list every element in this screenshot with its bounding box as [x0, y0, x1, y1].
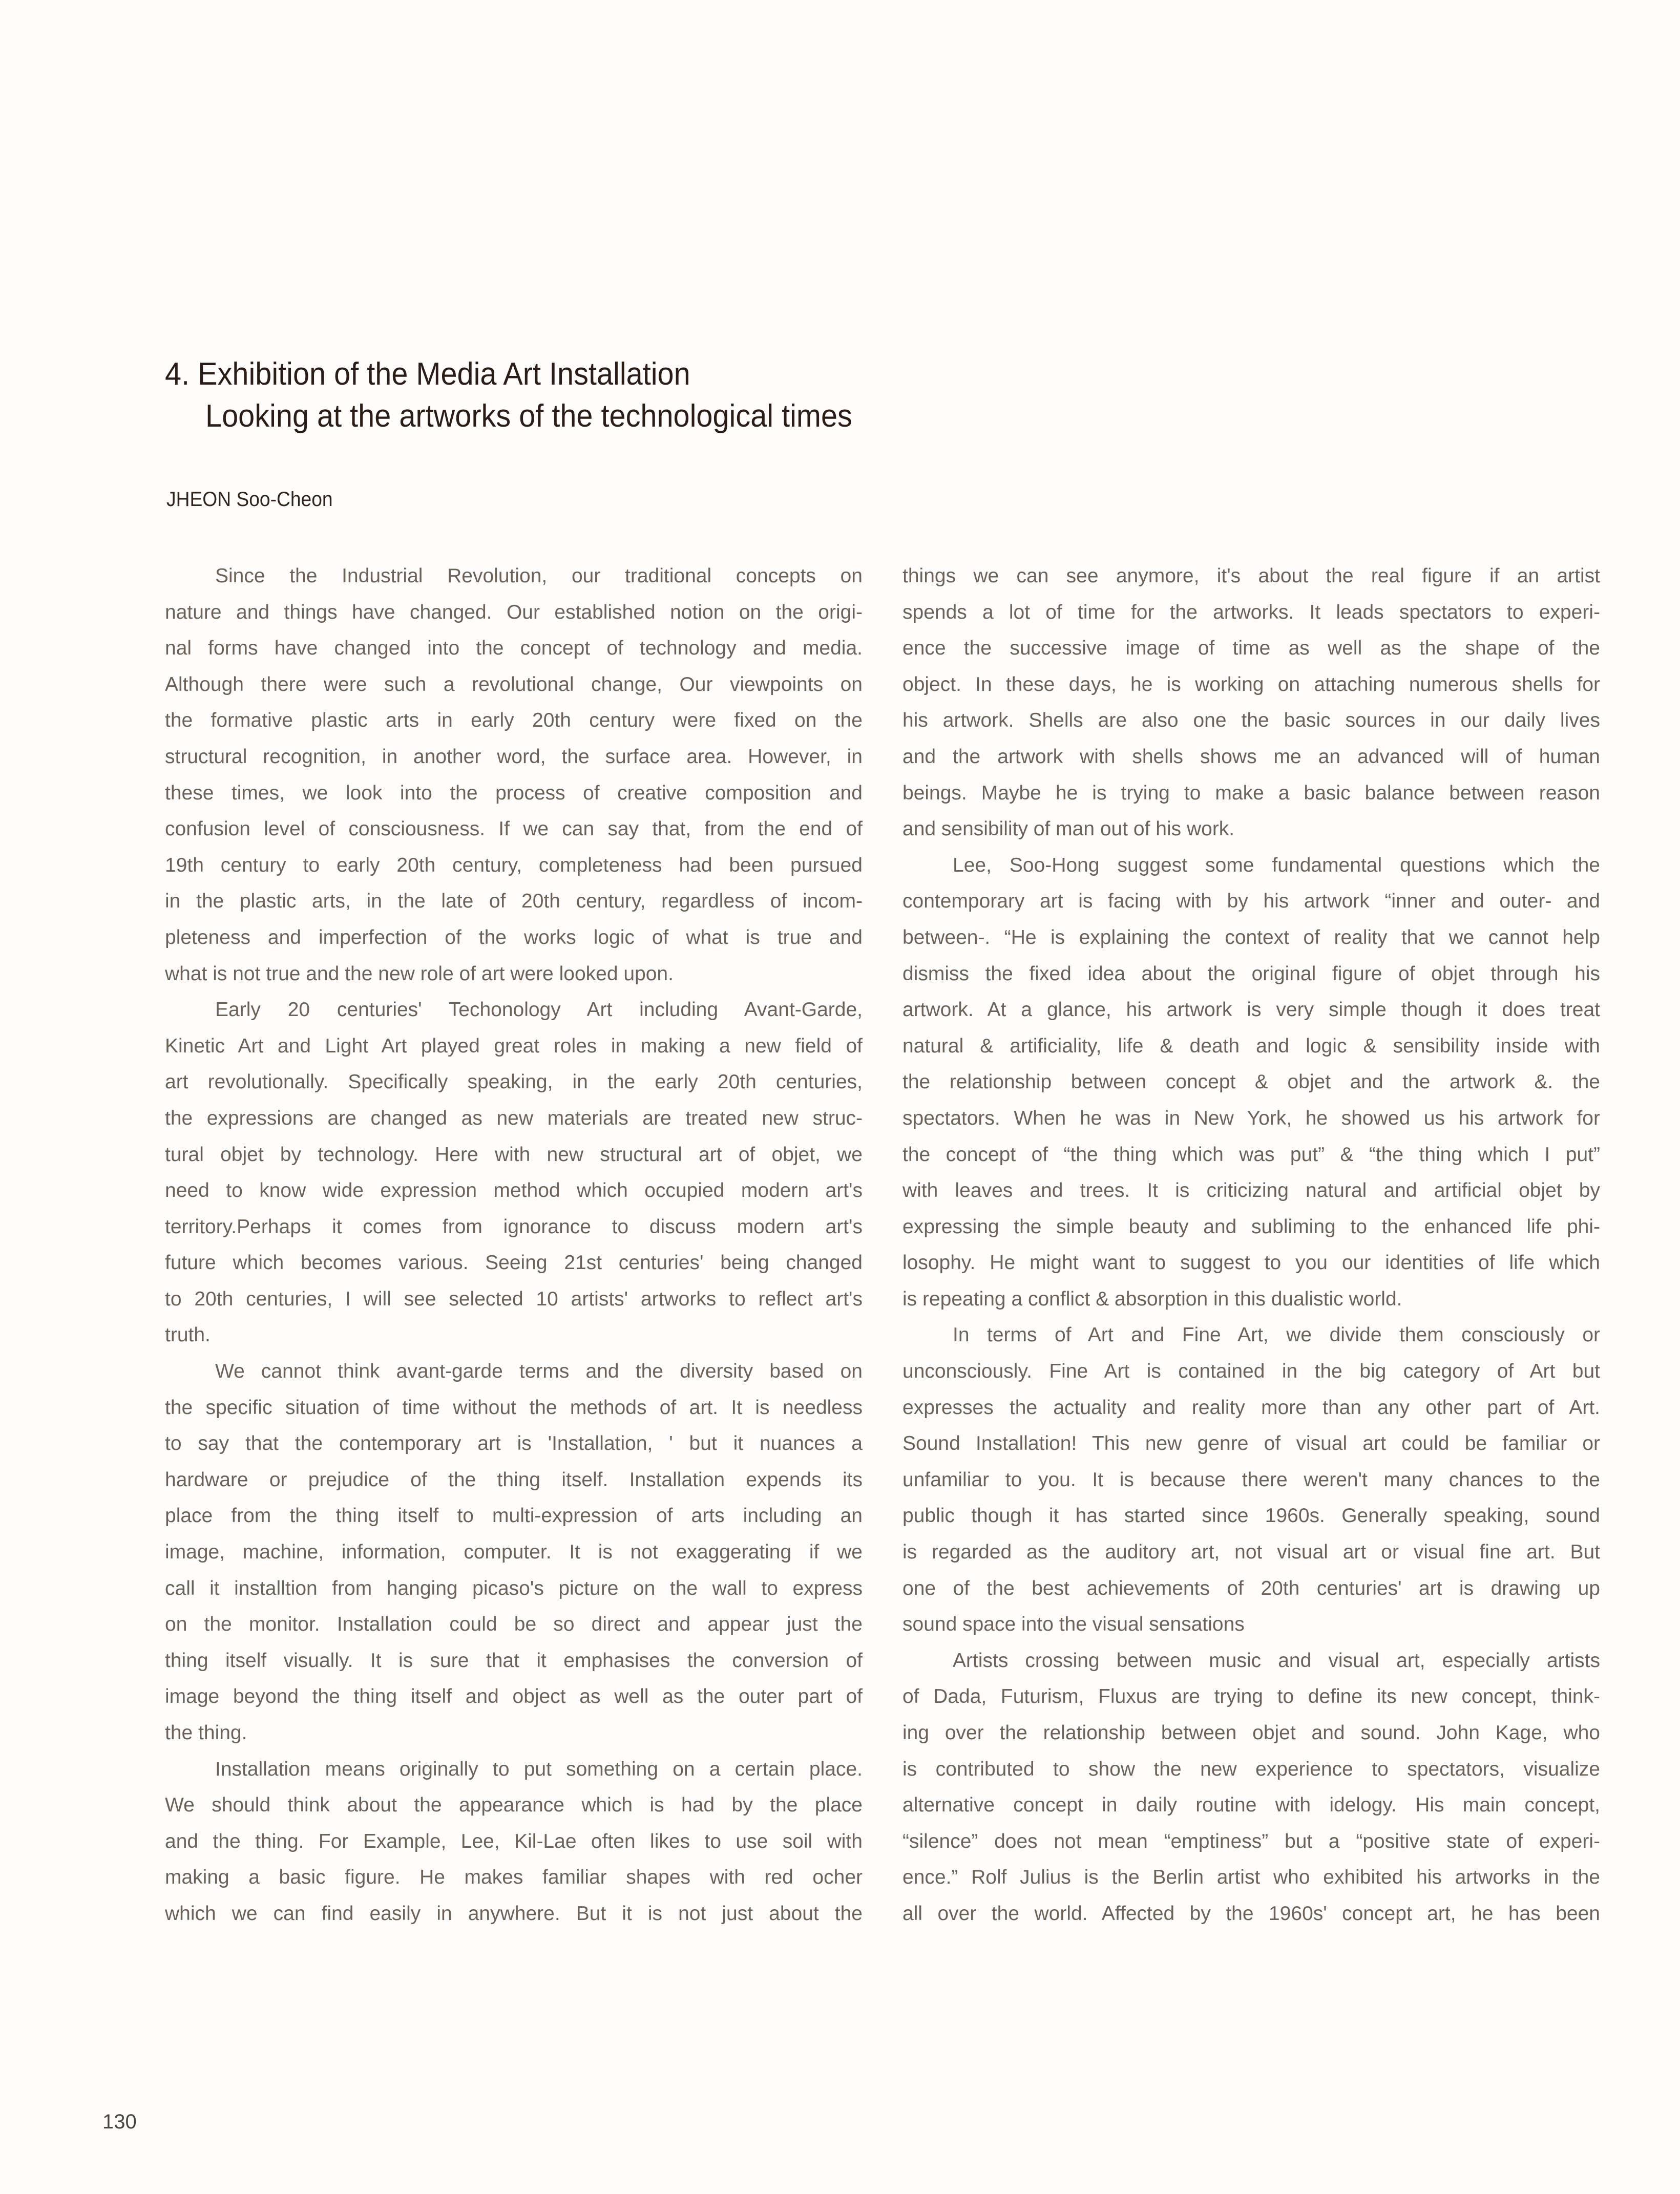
- text-line-content: object. In these days, he is working on attaching numerous shells for: [902, 673, 1600, 695]
- text-line-content: the expressions are changed as new materials are treated new struc-: [165, 1107, 863, 1129]
- text-line-content: which we can find easily in anywhere. But it is not just about the: [165, 1902, 863, 1925]
- text-line-content: between-. “He is explaining the context of reality that we cannot help: [902, 926, 1600, 948]
- text-line: [165, 1390, 863, 1426]
- text-line: [165, 630, 863, 667]
- text-line-content: the thing.: [165, 1722, 247, 1744]
- text-line-content: what is not true and the new role of art were looked upon.: [165, 962, 674, 985]
- text-line-content: contemporary art is facing with by his artwork “inner and outer- and: [902, 890, 1600, 913]
- text-line: [165, 1860, 863, 1896]
- text-line-content: public though it has started since 1960s. Generally speaking, sound: [902, 1505, 1600, 1527]
- text-line-content: unfamiliar to you. It is because there weren't many chances to the: [902, 1468, 1600, 1491]
- text-line: [165, 1317, 863, 1354]
- text-line-content: with leaves and trees. It is criticizing natural and artificial objet by: [902, 1179, 1600, 1202]
- text-line: [902, 1064, 1600, 1101]
- text-line-content: making a basic figure. He makes familiar shapes with red ocher: [165, 1866, 863, 1889]
- text-line: [902, 1534, 1600, 1571]
- text-line: [902, 1679, 1600, 1715]
- text-line-content: truth.: [165, 1324, 211, 1346]
- text-line: [165, 1462, 863, 1499]
- text-line-content: to say that the contemporary art is 'Installation, ' but it nuances a: [165, 1432, 863, 1455]
- text-line-content: and the thing. For Example, Lee, Kil-Lae often likes to use soil with: [165, 1830, 863, 1852]
- text-line: [902, 1498, 1600, 1534]
- text-line: [902, 1462, 1600, 1499]
- text-line-content: Installation means originally to put something on a certain place.: [215, 1758, 863, 1780]
- text-line: [902, 1426, 1600, 1462]
- text-line-content: all over the world. Affected by the 1960s' concept art, he has been: [902, 1902, 1600, 1925]
- text-line: [165, 1896, 863, 1932]
- text-line-content: his artwork. Shells are also one the basic sources in our daily lives: [902, 709, 1600, 732]
- text-line: [165, 1064, 863, 1101]
- text-line: [165, 1245, 863, 1281]
- text-line-content: losophy. He might want to suggest to you our identities of life which: [902, 1252, 1600, 1274]
- text-line-content: expressing the simple beauty and subliming to the enhanced life phi-: [902, 1215, 1600, 1238]
- text-line-content: place from the thing itself to multi-expression of arts including an: [165, 1505, 863, 1527]
- text-line-content: Artists crossing between music and visual art, especially artists: [953, 1649, 1600, 1672]
- article-title-line1: 4. Exhibition of the Media Art Installation: [165, 356, 690, 392]
- text-line: [902, 1787, 1600, 1824]
- text-line: [165, 1426, 863, 1462]
- text-line: [165, 739, 863, 775]
- text-line: [902, 1896, 1600, 1932]
- right-text-column: [902, 558, 1600, 1932]
- text-line: [902, 1245, 1600, 1281]
- text-line-content: the relationship between concept & objet and the artwork &. the: [902, 1071, 1600, 1093]
- text-line: [902, 667, 1600, 703]
- text-line-content: image, machine, information, computer. It is not exaggerating if we: [165, 1541, 863, 1564]
- text-line-content: We should think about the appearance which is had by the place: [165, 1794, 863, 1817]
- text-line: [165, 956, 863, 993]
- text-line-content: these times, we look into the process of creative composition and: [165, 782, 863, 804]
- text-line-content: things we can see anymore, it's about the real figure if an artist: [902, 565, 1600, 587]
- text-line: [165, 1281, 863, 1318]
- text-line: [165, 775, 863, 812]
- text-line-content: Kinetic Art and Light Art played great roles in making a new field of: [165, 1035, 863, 1057]
- text-line-content: the specific situation of time without the methods of art. It is needless: [165, 1396, 863, 1419]
- left-text-column: [165, 558, 863, 1932]
- text-line: [902, 1715, 1600, 1752]
- text-line: [902, 775, 1600, 812]
- text-line: [902, 1101, 1600, 1137]
- text-line: [902, 1860, 1600, 1896]
- text-line-content: beings. Maybe he is trying to make a basic balance between reason: [902, 782, 1600, 804]
- text-line: [902, 956, 1600, 993]
- text-line-content: the formative plastic arts in early 20th century were fixed on the: [165, 709, 863, 732]
- text-line: [165, 883, 863, 920]
- text-line-content: structural recognition, in another word, the surface area. However, in: [165, 745, 863, 768]
- text-line-content: sound space into the visual sensations: [902, 1613, 1245, 1636]
- text-line: [165, 703, 863, 739]
- text-line: [165, 1209, 863, 1246]
- text-line: [902, 920, 1600, 956]
- text-line: [902, 630, 1600, 667]
- article-title: [165, 353, 852, 437]
- text-line-content: on the monitor. Installation could be so direct and appear just the: [165, 1613, 863, 1636]
- text-line: [902, 811, 1600, 848]
- text-line: [165, 920, 863, 956]
- text-line-content: nal forms have changed into the concept of technology and media.: [165, 637, 863, 660]
- text-line-content: territory.Perhaps it comes from ignorance to discuss modern art's: [165, 1215, 863, 1238]
- text-line-content: dismiss the fixed idea about the original figure of objet through his: [902, 962, 1600, 985]
- text-line-content: call it installtion from hanging picaso's picture on the wall to express: [165, 1577, 863, 1599]
- text-line-content: in the plastic arts, in the late of 20th century, regardless of incom-: [165, 890, 863, 913]
- text-line-content: Lee, Soo-Hong suggest some fundamental questions which the: [953, 854, 1600, 876]
- text-line-content: spectators. When he was in New York, he showed us his artwork for: [902, 1107, 1600, 1129]
- text-line: [165, 1101, 863, 1137]
- text-line-content: confusion level of consciousness. If we can say that, from the end of: [165, 818, 863, 840]
- text-line-content: ence the successive image of time as well as the shape of the: [902, 637, 1600, 660]
- text-line: [902, 1317, 1600, 1354]
- text-line-content: spends a lot of time for the artworks. It leads spectators to experi-: [902, 601, 1600, 623]
- text-line: [165, 1354, 863, 1390]
- text-line: [902, 739, 1600, 775]
- text-line: [165, 1498, 863, 1534]
- text-line: [902, 1571, 1600, 1607]
- text-line-content: Although there were such a revolutional change, Our viewpoints on: [165, 673, 863, 695]
- text-line-content: In terms of Art and Fine Art, we divide them consciously or: [953, 1324, 1600, 1346]
- text-line-content: need to know wide expression method which occupied modern art's: [165, 1179, 863, 1202]
- text-line: [165, 1643, 863, 1679]
- text-line: [165, 1752, 863, 1788]
- text-line-content: thing itself visually. It is sure that it emphasises the conversion of: [165, 1649, 863, 1672]
- text-line-content: of Dada, Futurism, Fluxus are trying to define its new concept, think-: [902, 1685, 1600, 1708]
- text-line-content: natural & artificiality, life & death and logic & sensibility inside with: [902, 1035, 1600, 1057]
- text-line-content: future which becomes various. Seeing 21st centuries' being changed: [165, 1252, 863, 1274]
- text-line: [165, 595, 863, 631]
- text-line: [165, 1571, 863, 1607]
- text-line: [902, 558, 1600, 595]
- text-line-content: image beyond the thing itself and object as well as the outer part of: [165, 1685, 863, 1708]
- text-line: [165, 1715, 863, 1752]
- text-line-content: Sound Installation! This new genre of visual art could be familiar or: [902, 1432, 1600, 1455]
- text-line: [165, 1028, 863, 1065]
- text-line-content: alternative concept in daily routine with idelogy. His main concept,: [902, 1794, 1600, 1817]
- text-line-content: the concept of “the thing which was put” & “the thing which I put”: [902, 1143, 1600, 1166]
- text-line-content: and sensibility of man out of his work.: [902, 818, 1235, 840]
- text-line: [902, 1209, 1600, 1246]
- text-line-content: and the artwork with shells shows me an advanced will of human: [902, 745, 1600, 768]
- article-author: JHEON Soo-Cheon: [166, 488, 333, 511]
- text-line: [902, 703, 1600, 739]
- text-line-content: is regarded as the auditory art, not visual art or visual fine art. But: [902, 1541, 1600, 1564]
- text-line-content: one of the best achievements of 20th centuries' art is drawing up: [902, 1577, 1600, 1599]
- text-line: [165, 558, 863, 595]
- text-line-content: hardware or prejudice of the thing itself. Installation expends its: [165, 1468, 863, 1491]
- text-line: [165, 1534, 863, 1571]
- text-line: [902, 595, 1600, 631]
- text-line-content: ing over the relationship between objet and sound. John Kage, who: [902, 1722, 1600, 1744]
- text-line: [165, 1607, 863, 1643]
- page-number: 130: [102, 2111, 137, 2133]
- text-line-content: 19th century to early 20th century, completeness had been pursued: [165, 854, 863, 876]
- text-line-content: nature and things have changed. Our established notion on the origi-: [165, 601, 863, 623]
- text-line-content: “silence” does not mean “emptiness” but a “positive state of experi-: [902, 1830, 1600, 1852]
- text-line-content: is repeating a conflict & absorption in this dualistic world.: [902, 1288, 1402, 1310]
- text-line-content: pleteness and imperfection of the works logic of what is true and: [165, 926, 863, 948]
- article-subtitle: Looking at the artworks of the technological times: [205, 398, 852, 434]
- text-line: [165, 1787, 863, 1824]
- text-line: [165, 1824, 863, 1860]
- text-line-content: We cannot think avant-garde terms and the diversity based on: [215, 1360, 863, 1383]
- text-line-content: unconsciously. Fine Art is contained in the big category of Art but: [902, 1360, 1600, 1383]
- text-line: [165, 992, 863, 1028]
- text-line: [902, 1354, 1600, 1390]
- text-line: [902, 1028, 1600, 1065]
- text-line-content: Since the Industrial Revolution, our traditional concepts on: [215, 565, 863, 587]
- text-line: [902, 883, 1600, 920]
- text-line-content: Early 20 centuries' Techonology Art including Avant-Garde,: [215, 999, 863, 1021]
- text-line: [902, 1137, 1600, 1173]
- text-line: [165, 811, 863, 848]
- text-line: [902, 1824, 1600, 1860]
- text-line: [165, 1173, 863, 1209]
- text-line: [165, 667, 863, 703]
- text-line-content: to 20th centuries, I will see selected 10 artists' artworks to reflect art's: [165, 1288, 863, 1310]
- text-line-content: art revolutionally. Specifically speaking, in the early 20th centuries,: [165, 1071, 863, 1093]
- text-line-content: expresses the actuality and reality more than any other part of Art.: [902, 1396, 1600, 1419]
- text-line: [902, 848, 1600, 884]
- text-line: [902, 1390, 1600, 1426]
- text-line: [902, 1281, 1600, 1318]
- text-line: [902, 1607, 1600, 1643]
- text-line: [902, 992, 1600, 1028]
- text-line-content: ence.” Rolf Julius is the Berlin artist who exhibited his artworks in the: [902, 1866, 1600, 1889]
- text-line-content: artwork. At a glance, his artwork is very simple though it does treat: [902, 999, 1600, 1021]
- text-line: [165, 1679, 863, 1715]
- text-line-content: is contributed to show the new experience to spectators, visualize: [902, 1758, 1600, 1780]
- text-line: [902, 1173, 1600, 1209]
- text-line: [165, 848, 863, 884]
- text-line-content: tural objet by technology. Here with new structural art of objet, we: [165, 1143, 863, 1166]
- text-line: [902, 1643, 1600, 1679]
- text-line: [902, 1752, 1600, 1788]
- text-line: [165, 1137, 863, 1173]
